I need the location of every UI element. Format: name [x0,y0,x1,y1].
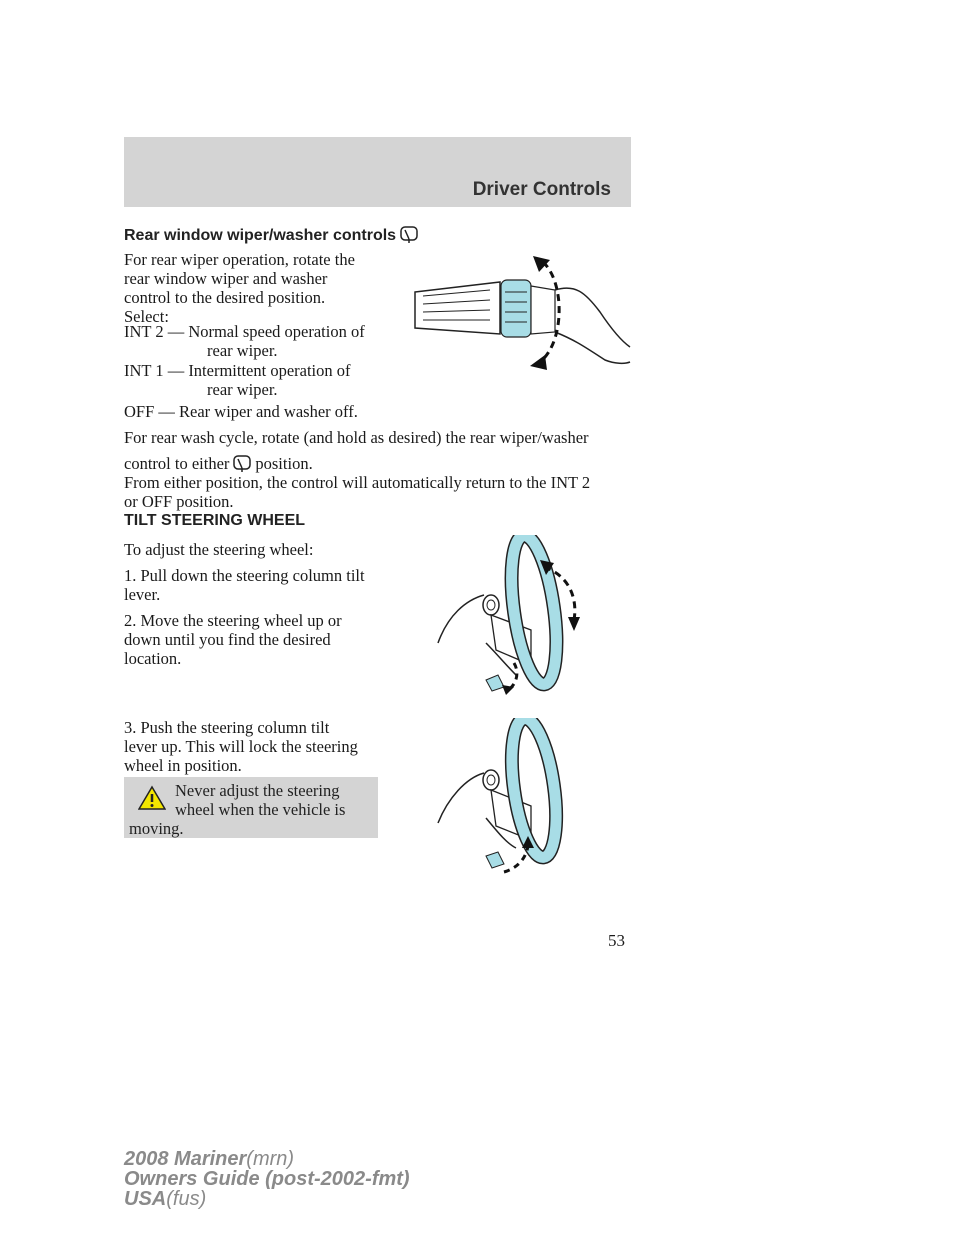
wash-cycle-text [124,428,644,477]
tilt-intro: To adjust the steering wheel: [124,540,314,559]
int2-description [124,322,414,360]
step2-line: down until you find the desired [124,630,331,649]
footer-region: USA [124,1188,167,1210]
footer-guide: Owners Guide (post-2002-fmt) [124,1168,410,1190]
rear-wiper-intro [124,250,394,326]
step3-line: wheel in position. [124,756,242,775]
intro-line: control to the desired position. [124,288,326,307]
step2-line: 2. Move the steering wheel up or [124,611,342,630]
rear-washer-icon [399,224,419,249]
warning-line1: Never adjust the steering [175,781,340,800]
tilt-steering-heading: TILT STEERING WHEEL [124,512,306,529]
int1-line2: rear wiper. [207,380,278,399]
section-title: Driver Controls [472,179,611,200]
warning-line3: moving. [129,819,184,838]
footer-model: 2008 Mariner [124,1148,247,1170]
steering-wheel-illustration [436,535,586,695]
page-number: 53 [608,931,625,950]
footer-line1 [124,1149,294,1169]
return-position-text [124,473,644,511]
footer-line3 [124,1189,206,1209]
wash-line1: For rear wash cycle, rotate (and hold as desired) the rear wiper/washer [124,428,589,447]
steering-wheel-illustration [436,718,586,878]
warning-box [124,777,378,838]
step3-line: lever up. This will lock the steering [124,737,358,756]
tilt-step3 [124,718,394,775]
page-header [124,137,631,207]
intro-line: rear window wiper and washer [124,269,328,288]
step1-line: 1. Pull down the steering column tilt [124,566,365,585]
int1-description [124,361,414,399]
int1-line1: INT 1 — Intermittent operation of [124,361,351,380]
tilt-step2 [124,611,394,668]
intro-line: Select: [124,307,169,326]
tilt-step1 [124,566,394,604]
intro-line: For rear wiper operation, rotate the [124,250,355,269]
warning-icon [138,785,166,816]
step2-line: location. [124,649,182,668]
off-description: OFF — Rear wiper and washer off. [124,402,358,421]
rear-wiper-heading [124,224,422,249]
int2-line2: rear wiper. [207,341,278,360]
step1-line: lever. [124,585,161,604]
int2-line1: INT 2 — Normal speed operation of [124,322,365,341]
wash-line2-after: position. [255,454,313,473]
wash-line2-before: control to either [124,454,230,473]
wiper-stalk-illustration [405,252,635,372]
rear-wiper-title: Rear window wiper/washer controls [124,227,397,244]
footer-model-code: (mrn) [246,1148,295,1170]
return-line1: From either position, the control will automatically return to the INT 2 [124,473,591,492]
warning-line2: wheel when the vehicle is [175,800,346,819]
footer-line2 [124,1169,410,1189]
return-line2: or OFF position. [124,492,234,511]
footer-region-code: (fus) [166,1188,207,1210]
step3-line: 3. Push the steering column tilt [124,718,330,737]
